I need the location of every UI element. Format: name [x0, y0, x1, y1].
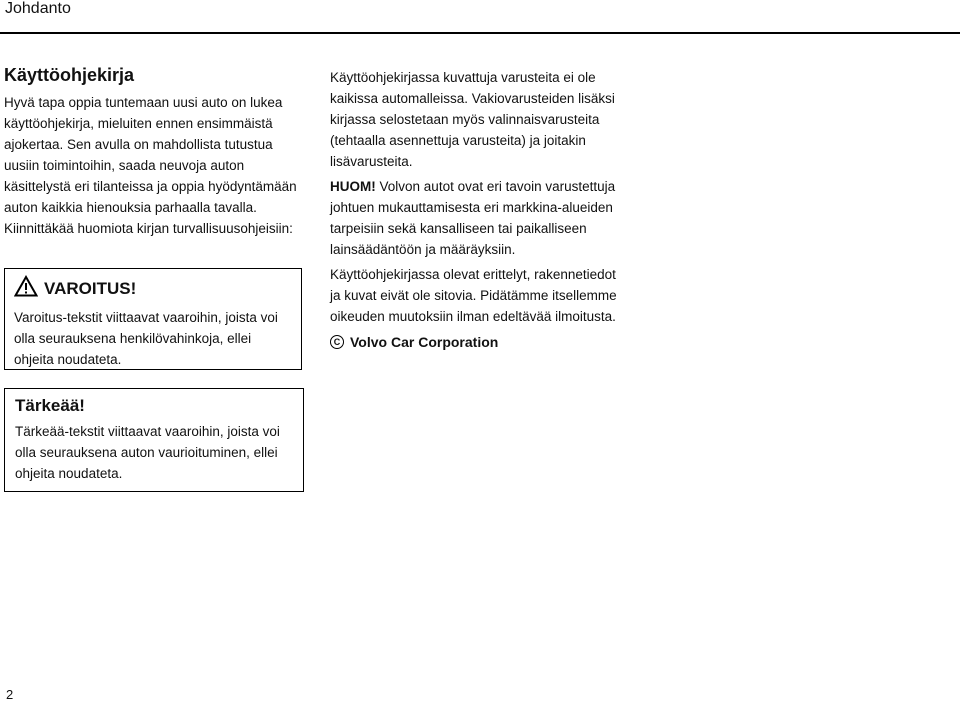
specifications-paragraph: Käyttöohjekirjassa olevat erittelyt, rakennetiedot ja kuvat eivät ole sitovia. Pidätämme itsellemme oikeuden muutoksiin ilman edeltävää ilmoitusta.: [330, 267, 617, 324]
warning-text: Varoitus-tekstit viittaavat vaaroihin, joista voi olla seurauksena henkilövahinkoja, ellei ohjeita noudateta.: [14, 310, 278, 367]
warning-title: VAROITUS!: [44, 279, 137, 298]
important-text: Tärkeää-tekstit viittaavat vaaroihin, joista voi olla seurauksena auton vaurioituminen, ellei ohjeita noudateta.: [15, 424, 280, 481]
page-number: 2: [6, 687, 14, 702]
important-title: Tärkeää!: [15, 396, 85, 415]
left-column: [4, 64, 304, 239]
equipment-paragraph: Käyttöohjekirjassa kuvattuja varusteita ei ole kaikissa automalleissa. Vakiovarusteiden lisäksi kirjassa selostetaan myös valinnaisvarusteita (tehtaalla asennettuja varusteita) ja joitakin lisävarusteita.: [330, 70, 615, 169]
copyright-icon: C: [330, 335, 344, 349]
note-label: HUOM!: [330, 179, 376, 194]
page-header: [0, 0, 960, 32]
section-title: Johdanto: [5, 0, 71, 17]
important-box: [4, 388, 304, 492]
intro-paragraph: Hyvä tapa oppia tuntemaan uusi auto on lukea käyttöohjekirja, mieluiten ennen ensimmäistä ajokertaa. Sen avulla on mahdollista tutustua uusiin toimintoihin, saada neuvoja auton käsittelystä eri tilanteissa ja oppia hyödyntämään auton kaikkia hienouksia parhaalla tavalla.: [4, 95, 297, 215]
copyright-line: [330, 331, 630, 353]
warning-box: [4, 268, 302, 370]
header-divider: [0, 32, 960, 34]
safety-note-paragraph: Kiinnittäkää huomiota kirjan turvallisuusohjeisiin:: [4, 221, 293, 236]
warning-title-row: [14, 275, 293, 303]
copyright-text: Volvo Car Corporation: [350, 334, 499, 350]
right-column: [330, 67, 630, 353]
note-paragraph: [330, 176, 630, 260]
note-text: Volvon autot ovat eri tavoin varustettuja johtuen mukauttamisesta eri markkina-alueiden tarpeisiin sekä kansalliseen tai paikalliseen lainsäädäntöön ja määräyksiin.: [330, 179, 616, 257]
warning-triangle-icon: [14, 275, 38, 303]
manual-heading: Käyttöohjekirja: [4, 65, 135, 85]
